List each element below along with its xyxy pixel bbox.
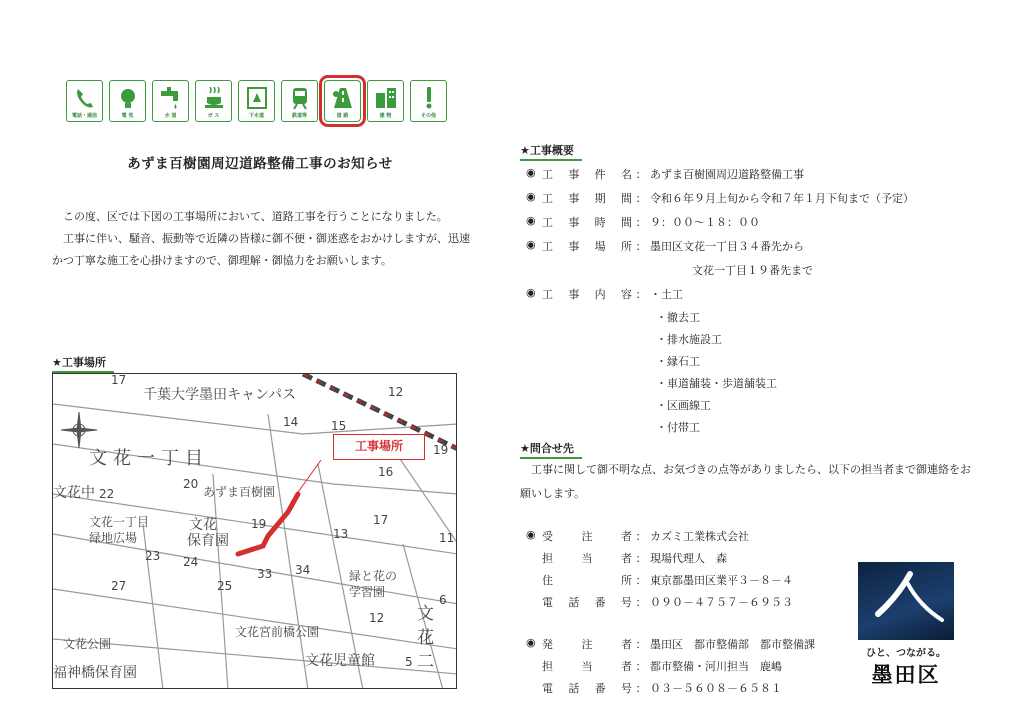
content-item: ・撤去工 — [656, 311, 700, 324]
road-icon — [330, 85, 356, 111]
map-block-number: 22 — [99, 487, 115, 501]
overview-row-place — [526, 238, 804, 254]
contact-intro — [520, 458, 980, 506]
icon-label: 鉄道等 — [291, 113, 307, 119]
content-item: ・区画線工 — [656, 399, 711, 412]
other-icon — [416, 85, 442, 111]
map-label-fukujin: 福神橋保育園 — [53, 665, 137, 681]
row-colon: ： — [635, 240, 647, 253]
row-colon: ： — [635, 168, 647, 181]
telecom-icon — [72, 85, 98, 111]
map-block-number: 6 — [439, 593, 447, 607]
map-block-number: 33 — [257, 567, 273, 581]
intro-paragraph-2: 工事に伴い、騒音、振動等で近隣の皆様に御不便・御迷惑をおかけしますが、迅速かつ丁寧な施工を心掛けますので、御理解・御協力をお願いします。 — [52, 232, 470, 267]
row-colon: ： — [635, 638, 647, 651]
row-value: ・土工 — [650, 288, 683, 301]
logo-name: 墨田区 — [871, 662, 941, 687]
overview-place-continued: 文花一丁目１９番先まで — [692, 264, 813, 277]
gas-icon — [201, 85, 227, 111]
row-label: 担 当 者 — [542, 552, 632, 565]
content-item: ・排水施設工 — [656, 333, 722, 346]
row-value: ０９０－４７５７－６９５３ — [650, 596, 793, 609]
row-colon: ： — [635, 216, 647, 229]
row-colon: ： — [635, 682, 647, 695]
building-icon — [373, 85, 399, 111]
overview-heading: ★工事概要 — [520, 144, 574, 157]
map-label-district: 文花一丁目 — [89, 448, 209, 469]
row-value: 現場代理人 森 — [650, 552, 727, 565]
contractor-row — [526, 550, 727, 566]
map-block-number: 19 — [251, 517, 267, 531]
icon-label: その他 — [420, 113, 436, 119]
map-label-miyamae: 文花宮前橋公園 — [235, 625, 320, 639]
row-value: ９：００〜１８：００ — [650, 216, 760, 229]
intro-text — [52, 206, 472, 272]
map-block-number: 17 — [111, 373, 127, 387]
client-row — [526, 658, 782, 674]
map-block-number: 16 — [378, 465, 394, 479]
row-colon: ： — [635, 596, 647, 609]
map-label-school: 文花中 — [53, 485, 95, 501]
contact-intro-paragraph: 工事に関して御不明な点、お気づきの点等がありましたら、以下の担当者まで御連絡をお願いします。 — [520, 463, 971, 500]
row-bullet: ◉ — [526, 214, 536, 227]
row-bullet: ◉ — [526, 238, 536, 251]
map-label-learning-2: 学習園 — [349, 585, 386, 599]
row-bullet: ◉ — [526, 166, 536, 179]
map-label-side-2: 花 — [417, 628, 434, 648]
road-category — [324, 80, 361, 122]
row-bullet: ◉ — [526, 528, 536, 541]
row-label: 工 事 期 間 — [542, 192, 632, 205]
map-block-number: 11 — [439, 531, 455, 545]
row-bullet: ◉ — [526, 286, 536, 299]
page-title: あずま百樹園周辺道路整備工事のお知らせ — [127, 156, 393, 172]
row-value: 墨田区文花一丁目３４番先から — [650, 240, 804, 253]
row-value: 墨田区 都市整備部 都市整備課 — [650, 638, 815, 651]
logo-tagline: ひと、つながる。 — [866, 648, 946, 659]
icon-label: 電 気 — [121, 113, 134, 119]
row-label: 工 事 時 間 — [542, 216, 632, 229]
map-label-nursery-1: 文花 — [189, 517, 217, 533]
row-label: 工 事 件 名 — [542, 168, 632, 181]
row-bullet — [526, 572, 542, 588]
row-label: 受 注 者 — [542, 530, 632, 543]
contractor-row — [526, 572, 793, 588]
overview-row-content — [526, 286, 683, 302]
map-label-side-3: 二 — [417, 652, 434, 672]
map-label-park: あずま百樹園 — [203, 485, 276, 499]
client-row — [526, 680, 782, 696]
telecom-category — [66, 80, 103, 122]
railway-category — [281, 80, 318, 122]
row-colon: ： — [635, 574, 647, 587]
electricity-icon — [115, 85, 141, 111]
map-block-number: 15 — [331, 419, 347, 433]
building-category — [367, 80, 404, 122]
row-label: 住 所 — [542, 574, 632, 587]
category-icon-strip — [66, 80, 447, 122]
row-label: 発 注 者 — [542, 638, 632, 651]
location-heading: ★工事場所 — [52, 356, 106, 369]
row-bullet — [526, 594, 542, 610]
map-block-number: 23 — [145, 549, 161, 563]
contractor-row — [526, 528, 749, 544]
map-block-number: 14 — [283, 415, 299, 429]
row-colon: ： — [635, 192, 647, 205]
contractor-row — [526, 594, 793, 610]
map-block-number: 25 — [217, 579, 233, 593]
map-label-bunka-park: 文花公園 — [63, 637, 112, 651]
sumida-logo — [856, 562, 956, 690]
overview-row-period — [526, 190, 914, 206]
icon-label: 電話・通信 — [71, 113, 97, 119]
content-item: ・縁石工 — [656, 355, 700, 368]
map-label-children-hall: 文花児童館 — [305, 653, 375, 669]
row-label: 電 話 番 号 — [542, 682, 632, 695]
map-block-number: 12 — [369, 611, 385, 625]
location-map — [52, 373, 457, 689]
overview-row-name — [526, 166, 804, 182]
row-label: 工 事 場 所 — [542, 240, 632, 253]
map-label-plaza-2: 緑地広場 — [89, 531, 138, 545]
row-colon: ： — [635, 288, 647, 301]
row-bullet — [526, 550, 542, 566]
row-bullet: ◉ — [526, 190, 536, 203]
map-label-campus: 千葉大学墨田キャンパス — [143, 387, 297, 403]
map-block-number: 34 — [295, 563, 311, 577]
map-label-side-1: 文 — [417, 604, 434, 624]
map-label-plaza-1: 文花一丁目 — [89, 515, 150, 529]
water-category — [152, 80, 189, 122]
contact-heading: ★問合せ先 — [520, 442, 574, 455]
overview-row-hours — [526, 214, 760, 230]
row-colon: ： — [635, 552, 647, 565]
map-block-number: 5 — [405, 655, 413, 669]
water-icon — [158, 85, 184, 111]
row-colon: ： — [635, 530, 647, 543]
row-bullet — [526, 658, 542, 674]
map-block-number: 27 — [111, 579, 127, 593]
row-value: 都市整備・河川担当 鹿嶋 — [650, 660, 782, 673]
content-item: ・付帯工 — [656, 421, 700, 434]
content-item: ・車道舗装・歩道舗装工 — [656, 377, 777, 390]
row-bullet: ◉ — [526, 636, 536, 649]
sewer-icon — [244, 85, 270, 111]
map-block-number: 13 — [333, 527, 349, 541]
row-label: 工 事 内 容 — [542, 288, 632, 301]
intro-paragraph-1: この度、区では下図の工事場所において、道路工事を行うことになりました。 — [63, 210, 448, 223]
other-category — [410, 80, 447, 122]
sewer-category — [238, 80, 275, 122]
railway-icon — [287, 85, 313, 111]
electricity-category — [109, 80, 146, 122]
row-value: ０３－５６０８－６５８１ — [650, 682, 782, 695]
map-block-number: 17 — [373, 513, 389, 527]
row-value: 東京都墨田区業平３－８－４ — [650, 574, 793, 587]
logo-stroke-icon — [858, 562, 954, 640]
construction-site-callout: 工事場所 — [333, 434, 425, 460]
gas-category — [195, 80, 232, 122]
icon-label: ガ ス — [207, 113, 220, 119]
icon-label: 建 物 — [379, 113, 392, 119]
icon-label: 水 道 — [164, 113, 177, 119]
map-block-number: 19 — [433, 443, 449, 457]
client-row — [526, 636, 815, 652]
map-block-number: 12 — [388, 385, 404, 399]
row-value: 令和６年９月上旬から令和７年１月下旬まで（予定） — [650, 192, 914, 205]
icon-label: 道 路 — [336, 113, 349, 119]
logo-mark — [858, 562, 954, 640]
icon-label: 下水道 — [248, 113, 264, 119]
map-label-nursery-2: 保育園 — [187, 533, 229, 549]
row-label: 担 当 者 — [542, 660, 632, 673]
row-bullet — [526, 680, 542, 696]
row-label: 電 話 番 号 — [542, 596, 632, 609]
row-value: あずま百樹園周辺道路整備工事 — [650, 168, 804, 181]
row-value: カズミ工業株式会社 — [650, 530, 749, 543]
map-block-number: 24 — [183, 555, 199, 569]
map-label-learning-1: 緑と花の — [349, 569, 398, 583]
row-colon: ： — [635, 660, 647, 673]
map-block-number: 20 — [183, 477, 199, 491]
